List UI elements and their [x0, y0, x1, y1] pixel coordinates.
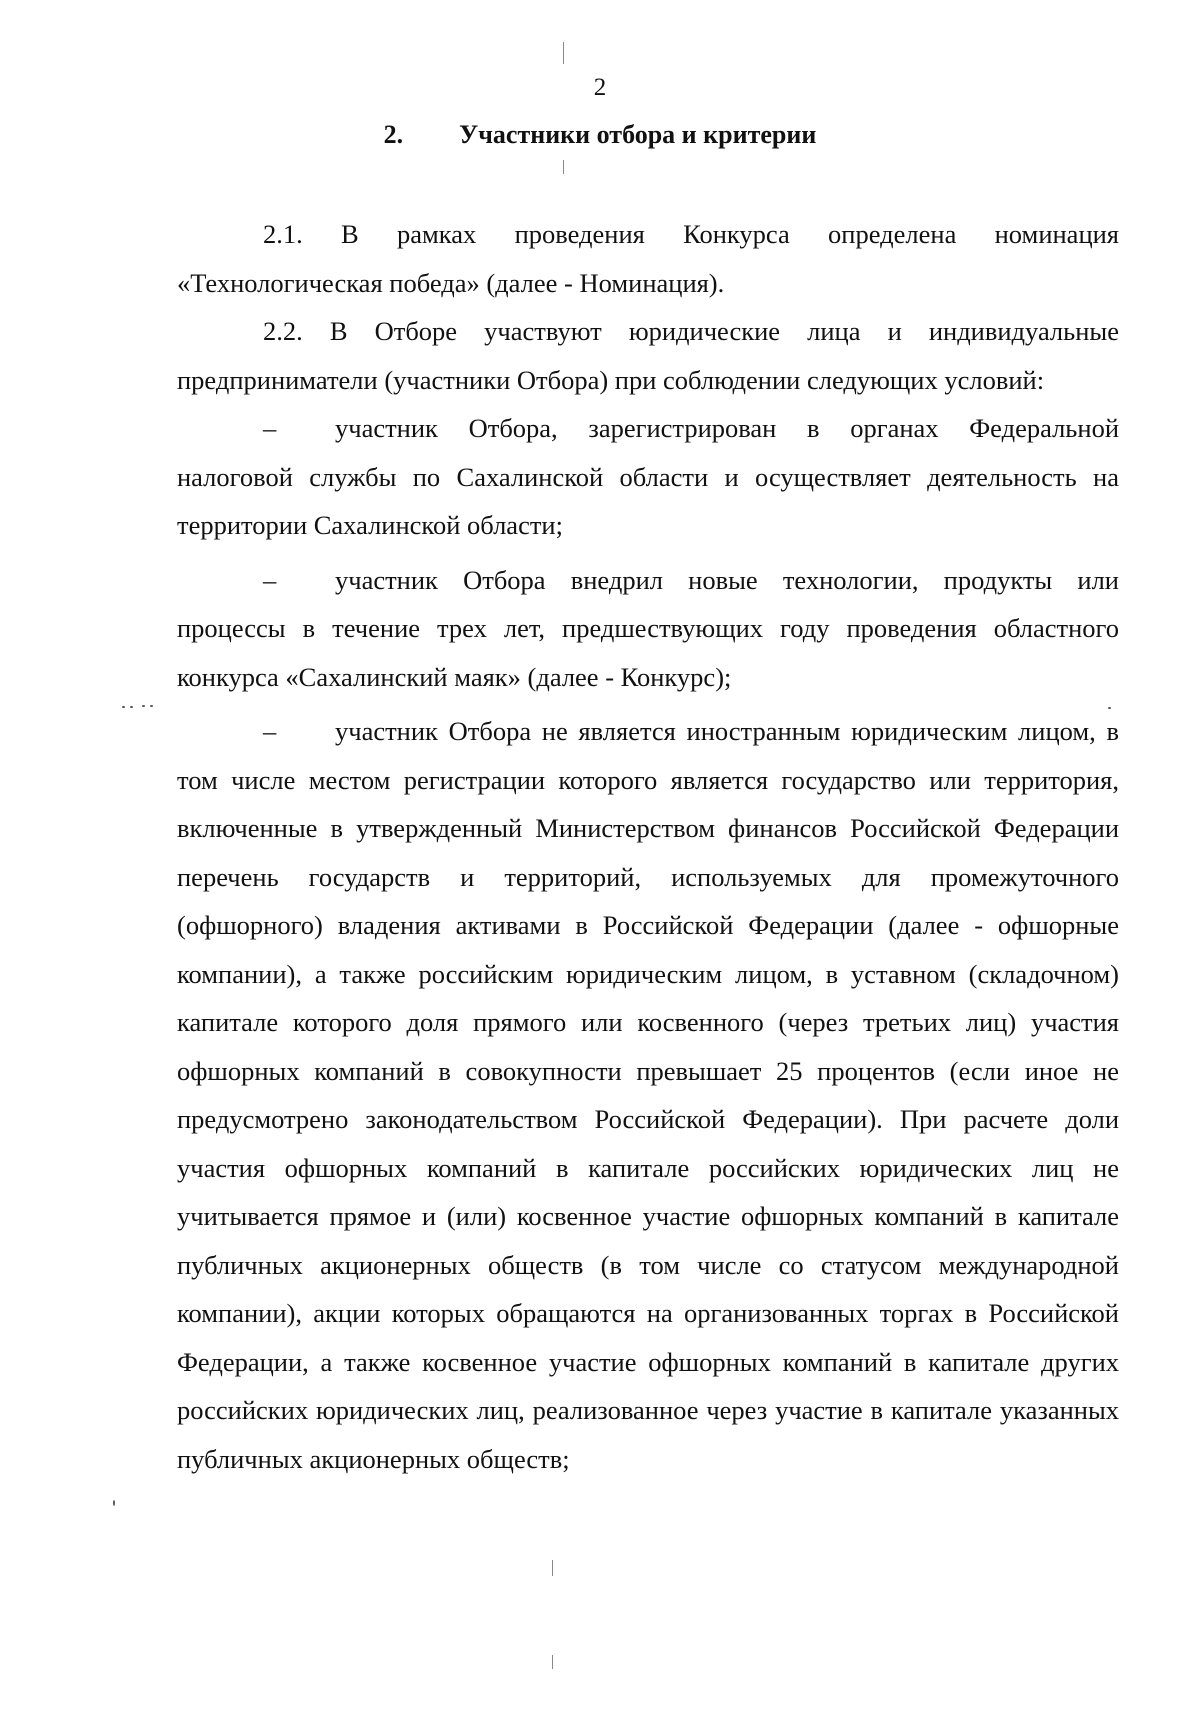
section-title: Участники отбора и критерии: [459, 120, 817, 149]
scan-artifact-line: [552, 1655, 553, 1669]
section-number: 2.: [383, 120, 404, 149]
scan-artifact-speck: [122, 706, 125, 708]
scan-artifact-line: [563, 42, 564, 64]
list-dash-marker: –: [263, 413, 277, 443]
list-dash-marker: –: [263, 564, 277, 595]
section-heading: [0, 120, 1200, 150]
scan-artifact-speck: [142, 705, 145, 707]
scan-artifact-speck: [113, 1500, 115, 1506]
scan-artifact-speck: [150, 705, 153, 707]
list-item-text: участник Отбора внедрил новые технологии, продукты или процессы в течение трех лет, предшествующих году проведения областного конкурса «Сахалинский маяк» (далее - Конкурс);: [177, 564, 1119, 692]
list-item-text: участник Отбора, зарегистрирован в органах Федеральной налоговой службы по Сахалинской области и осуществляет деятельность на территории Сахалинской области;: [177, 413, 1119, 540]
list-item: [177, 707, 1119, 1483]
page-number: 2: [593, 74, 607, 101]
list-item: [177, 404, 1119, 550]
list-item-text: участник Отбора не является иностранным юридическим лицом, в том числе местом регистрации которого является государство или территория, включенные в утвержденный Министерством финансов Российской Федерации перечень государств и территорий, используемых для промежуточного (офшорного) владения активами в Российской Федерации (далее - офшорные компании), а также российским юридическим лицом, в уставном (складочном) капитале которого доля прямого или косвенного (через третьих лиц) участия офшорных компаний в совокупности превышает 25 процентов (если иное не предусмотрено законодательством Российской Федерации). При расчете доли участия офшорных компаний в капитале российских юридических лиц не учитывается прямое и (или) косвенное участие офшорных компаний в капитале публичных акционерных обществ (в том числе со статусом международной компании), акции которых обращаются на организованных торгах в Российской Федерации, а также косвенное участие офшорных компаний в капитале других российских юридических лиц, реализованное через участие в капитале указанных публичных акционерных обществ;: [177, 716, 1119, 1474]
scan-artifact-speck: [130, 706, 133, 708]
scan-artifact-line: [563, 160, 564, 174]
paragraph-2-2: 2.2. В Отборе участвуют юридические лица и индивидуальные предприниматели (участники Отбора) при соблюдении следующих условий:: [177, 316, 1119, 395]
list-item: [177, 556, 1119, 702]
paragraph-2-1: 2.1. В рамках проведения Конкурса определена номинация «Технологическая победа» (далее - Номинация).: [177, 219, 1119, 298]
scan-artifact-line: [552, 1560, 553, 1576]
list-dash-marker: –: [263, 716, 277, 746]
document-body: [177, 210, 1119, 1483]
